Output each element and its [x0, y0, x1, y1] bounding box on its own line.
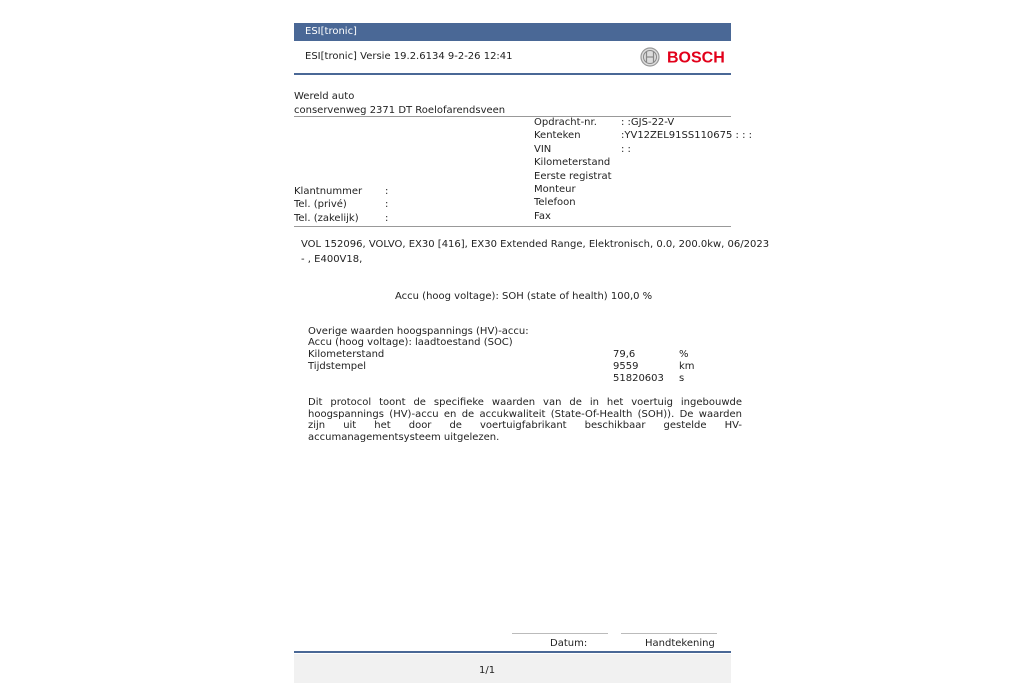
vin-value: : : [621, 144, 631, 155]
first-registration-label: Eerste registrat [534, 171, 612, 182]
soc-heading: Accu (hoog voltage): laadtoestand (SOC) [308, 337, 513, 348]
vin-label: VIN [534, 144, 552, 155]
page-number: 1/1 [479, 665, 496, 676]
timestamp-unit: s [679, 373, 685, 384]
separator: : [385, 186, 389, 197]
vehicle-line-1: VOL 152096, VOLVO, EX30 [416], EX30 Extended Range, Elektronisch, 0.0, 200.0kw, 06/2023 [301, 239, 770, 250]
order-value: : :GJS-22-V [621, 117, 675, 128]
mileage-value: 9559 [613, 361, 639, 372]
date-label: Datum: [550, 638, 588, 649]
mileage-row-label: Kilometerstand [308, 349, 385, 360]
signature-label: Handtekening [645, 638, 715, 649]
values-heading: Overige waarden hoogspannings (HV)-accu: [308, 326, 529, 337]
order-label: Opdracht-nr. [534, 117, 597, 128]
soc-unit: % [679, 349, 689, 360]
timestamp-row-label: Tijdstempel [308, 361, 367, 372]
phone-business-label: Tel. (zakelijk) [294, 213, 359, 224]
protocol-description: Dit protocol toont de specifieke waarden van de in het voertuig ingebouwde hoogspannings (HV)-accu en de accukwaliteit (State-Of-Health (SOH)). De waarden zijn uit het door de voertuigfabrikant beschikbaar gestelde HV-accumanagementsysteem uitgelezen. [308, 397, 742, 443]
version-line: ESI[tronic] Versie 19.2.6134 9-2-26 12:41 [305, 51, 513, 62]
plate-value: :YV12ZEL91SS110675 : : : [621, 130, 753, 141]
bosch-logo [640, 46, 730, 68]
separator: : [385, 199, 389, 210]
soc-value: 79,6 [613, 349, 636, 360]
plate-label: Kenteken [534, 130, 581, 141]
mileage-label: Kilometerstand [534, 157, 611, 168]
customer-name: Wereld auto [294, 91, 355, 102]
date-signature-line [512, 633, 608, 634]
footer-bar [294, 654, 731, 683]
vehicle-line-2: - , E400V18, [301, 254, 363, 265]
phone-private-label: Tel. (privé) [294, 199, 347, 210]
bosch-armature-icon [640, 46, 730, 68]
footer-divider [294, 651, 731, 653]
phone-label: Telefoon [534, 197, 576, 208]
signature-line [621, 633, 717, 634]
fax-label: Fax [534, 211, 551, 222]
mechanic-label: Monteur [534, 184, 576, 195]
separator: : [385, 213, 389, 224]
app-title-bar [294, 23, 731, 41]
customer-number-label: Klantnummer [294, 186, 363, 197]
timestamp-value: 51820603 [613, 373, 664, 384]
header-divider [294, 73, 731, 75]
customer-address: conservenweg 2371 DT Roelofarendsveen [294, 105, 506, 116]
divider [294, 226, 731, 227]
soh-result: Accu (hoog voltage): SOH (state of health) 100,0 % [395, 291, 653, 302]
brand-text: BOSCH [667, 49, 725, 67]
app-title: ESI[tronic] [305, 26, 357, 37]
mileage-unit: km [679, 361, 695, 372]
